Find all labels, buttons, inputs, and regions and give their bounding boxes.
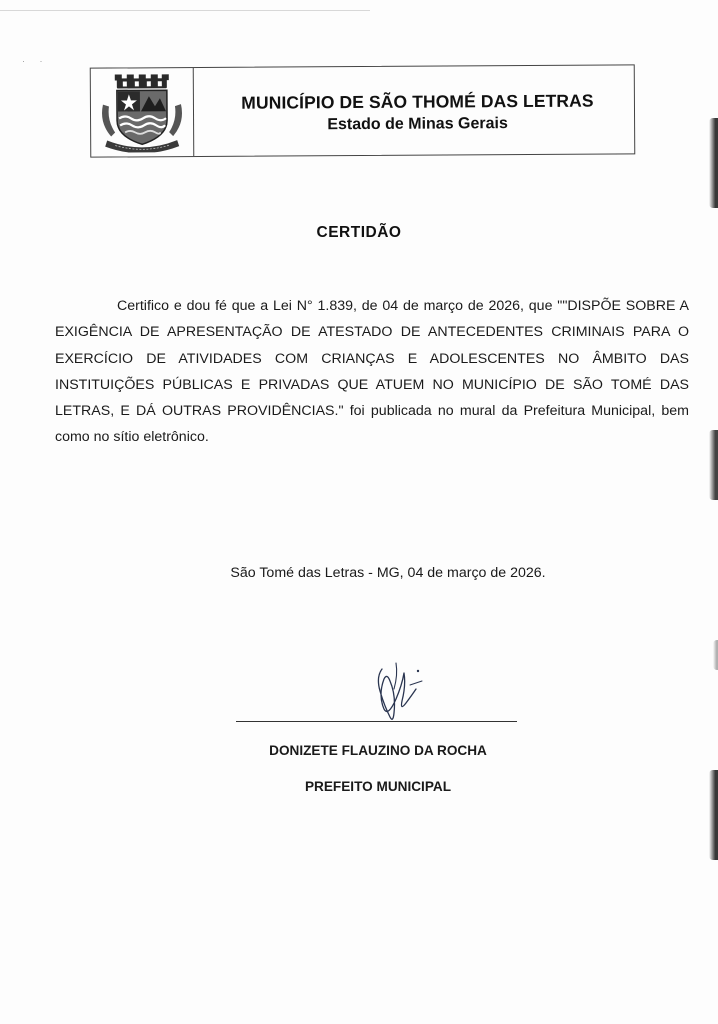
handwritten-signature-icon	[360, 655, 430, 727]
signer-role: PREFEITO MUNICIPAL	[304, 779, 451, 794]
letterhead	[90, 64, 636, 157]
state-name: Estado de Minas Gerais	[327, 115, 508, 134]
place-and-date: São Tomé das Letras - MG, 04 de março de 2026.	[230, 565, 546, 581]
municipal-coat-of-arms-icon	[97, 74, 187, 153]
letterhead-divider	[193, 68, 195, 156]
scan-edge-shadow	[709, 118, 718, 208]
scan-edge-shadow	[709, 430, 718, 500]
scan-artifact-dots: · ·	[22, 56, 49, 66]
signer-name: DONIZETE FLAUZINO DA ROCHA	[269, 743, 487, 758]
letterhead-text	[201, 65, 635, 156]
certificate-body-text: Certifico e dou fé que a Lei N° 1.839, de 04 de março de 2026, que ""DISPÕE SOBRE A EXIGÊNCIA DE APRESENTAÇÃO DE ATESTADO DE ANTECEDENTES CRIMINAIS PARA O EXERCÍCIO DE ATIVIDADES COM CRIANÇAS E ADOLESCENTES NO ÂMBITO DAS INSTITUIÇÕES PÚBLICAS E PRIVADAS QUE ATUEM NO MUNICÍPIO DE SÃO TOMÉ DAS LETRAS, E DÁ OUTRAS PROVIDÊNCIAS." foi publicada no mural da Prefeitura Municipal, bem como no sítio eletrônico.	[55, 298, 689, 446]
signature-line	[236, 721, 517, 722]
municipality-name: MUNICÍPIO DE SÃO THOMÉ DAS LETRAS	[241, 90, 594, 113]
scan-edge-shadow	[713, 640, 718, 670]
document-title: CERTIDÃO	[316, 224, 402, 241]
scan-artifact-line	[0, 10, 370, 11]
